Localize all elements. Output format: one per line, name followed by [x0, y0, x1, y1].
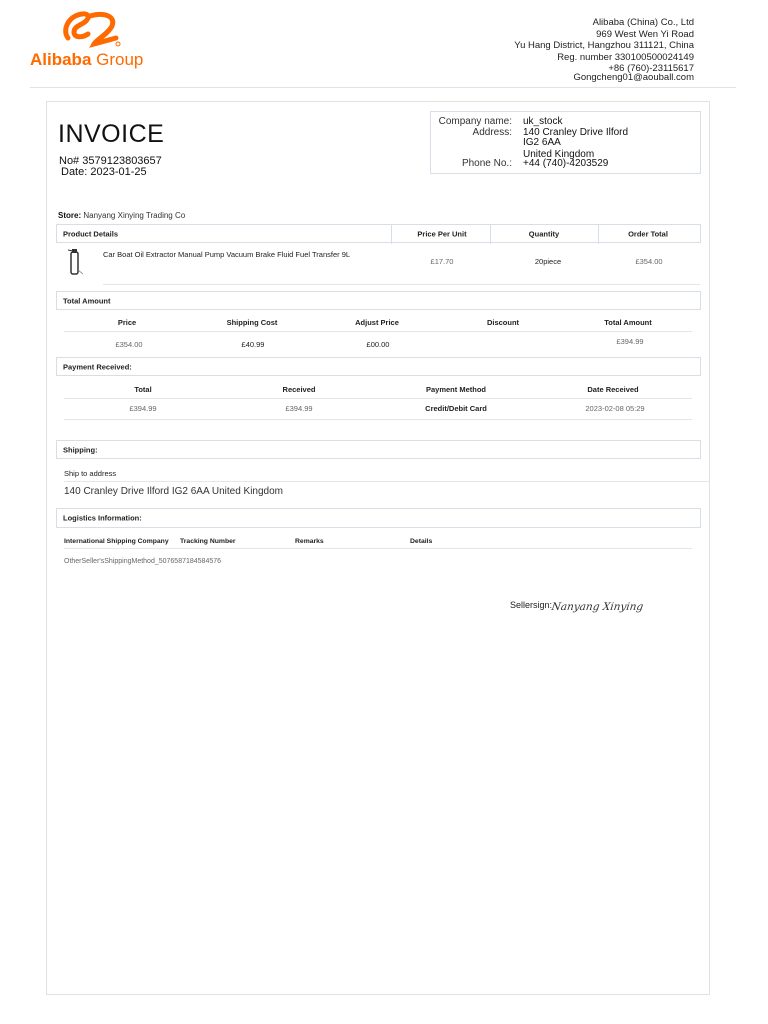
pay-total-value: £394.99	[129, 404, 157, 413]
product-order-total: £354.00	[635, 257, 663, 266]
seller-signature	[550, 597, 644, 615]
customer-address-line-1: 140 Cranley Drive Ilford	[523, 127, 629, 138]
payment-title: Payment Received:	[63, 362, 132, 371]
lg-company-header: International Shipping Company	[64, 538, 169, 545]
ship-to-address: 140 Cranley Drive Ilford IG2 6AA United Kingdom	[64, 486, 283, 497]
customer-address-label: Address:	[472, 127, 512, 138]
lg-remarks-header: Remarks	[295, 538, 324, 545]
pay-header-divider	[64, 398, 692, 399]
pay-received-value: £394.99	[285, 404, 313, 413]
header-divider-2	[490, 225, 491, 244]
logistics-section	[56, 508, 701, 528]
pay-row-divider	[64, 419, 692, 420]
customer-address-line-3: United Kingdom	[523, 149, 595, 160]
product-name: Car Boat Oil Extractor Manual Pump Vacuum Brake Fluid Fuel Transfer 9L	[103, 250, 351, 259]
ta-header-divider	[64, 331, 692, 332]
company-address-line-1: 969 West Wen Yi Road	[596, 28, 694, 40]
pay-method-value: Credit/Debit Card	[425, 404, 487, 413]
header-divider	[30, 87, 736, 88]
quantity-header: Quantity	[528, 229, 560, 238]
company-info	[514, 17, 694, 87]
company-reg-number: Reg. number 330100500024149	[557, 51, 694, 63]
lg-tracking-header: Tracking Number	[180, 538, 236, 545]
product-table-header	[56, 224, 701, 243]
seller-signature-text: Nanyang Xinying	[550, 601, 644, 613]
pay-received-header: Received	[282, 385, 316, 394]
order-total-header: Order Total	[628, 229, 668, 238]
company-email: Gongcheng01@aouball.com	[573, 71, 694, 83]
shipping-title: Shipping:	[63, 445, 98, 454]
product-details-header: Product Details	[63, 229, 119, 238]
ta-price-value: £354.00	[115, 340, 143, 349]
ta-adjust-price-value: £00.00	[366, 340, 390, 349]
customer-box	[430, 111, 701, 174]
lg-shipping-method: OtherSeller'sShippingMethod_5076587184584576	[64, 558, 222, 565]
customer-company: uk_stock	[523, 116, 563, 127]
product-quantity: 20piece	[534, 257, 562, 266]
product-thumbnail-icon	[66, 248, 84, 278]
product-row-divider	[103, 284, 700, 285]
total-amount-title: Total Amount	[63, 296, 111, 305]
alibaba-logo-icon	[60, 8, 122, 52]
header-divider-3	[598, 225, 599, 244]
company-address-line-2: Yu Hang District, Hangzhou 311121, China	[514, 40, 694, 52]
alibaba-logo	[30, 8, 160, 70]
ta-total-amount-header: Total Amount	[604, 318, 652, 327]
pay-total-header: Total	[134, 385, 152, 394]
company-name: Alibaba (China) Co., Ltd	[592, 17, 694, 28]
logistics-title: Logistics Information:	[63, 513, 142, 523]
lg-header-divider	[64, 548, 692, 549]
store-name: Nanyang Xinying Trading Co	[83, 211, 186, 220]
ta-price-header: Price	[117, 318, 137, 327]
product-price: £17.70	[430, 257, 454, 266]
ta-shipping-cost-value: £40.99	[241, 340, 265, 349]
price-per-unit-header: Price Per Unit	[417, 229, 467, 238]
ta-adjust-price-header: Adjust Price	[355, 318, 399, 327]
header-divider-1	[391, 225, 392, 244]
customer-phone-label: Phone No.:	[461, 158, 512, 169]
invoice-title: INVOICE	[58, 120, 165, 148]
pay-method-header: Payment Method	[425, 385, 487, 394]
customer-phone: +44 (740)-4203529	[523, 158, 609, 169]
shipping-section	[56, 440, 701, 459]
invoice-date: Date: 2023-01-25	[61, 166, 147, 178]
payment-section	[56, 357, 701, 376]
alibaba-logo-text: Alibaba Group	[30, 50, 144, 69]
ship-to-label: Ship to address	[64, 469, 117, 478]
ta-shipping-cost-header: Shipping Cost	[226, 318, 278, 327]
ta-total-amount-value: £394.99	[616, 337, 644, 346]
store-line: Store: Nanyang Xinying Trading Co	[58, 211, 186, 220]
pay-date-value: 2023-02-08 05:29	[585, 404, 645, 413]
ship-to-divider	[64, 481, 710, 482]
lg-details-header: Details	[410, 538, 433, 545]
customer-company-label: Company name:	[438, 116, 512, 127]
customer-address-line-2: IG2 6AA	[523, 137, 561, 148]
pay-date-header: Date Received	[587, 385, 639, 394]
ta-discount-header: Discount	[486, 318, 520, 327]
total-amount-section	[56, 291, 701, 310]
company-phone: +86 (760)-23115617	[608, 63, 694, 75]
invoice-number: No# 3579123803657	[59, 155, 162, 167]
seller-sign-label: Sellersign:	[510, 600, 553, 610]
